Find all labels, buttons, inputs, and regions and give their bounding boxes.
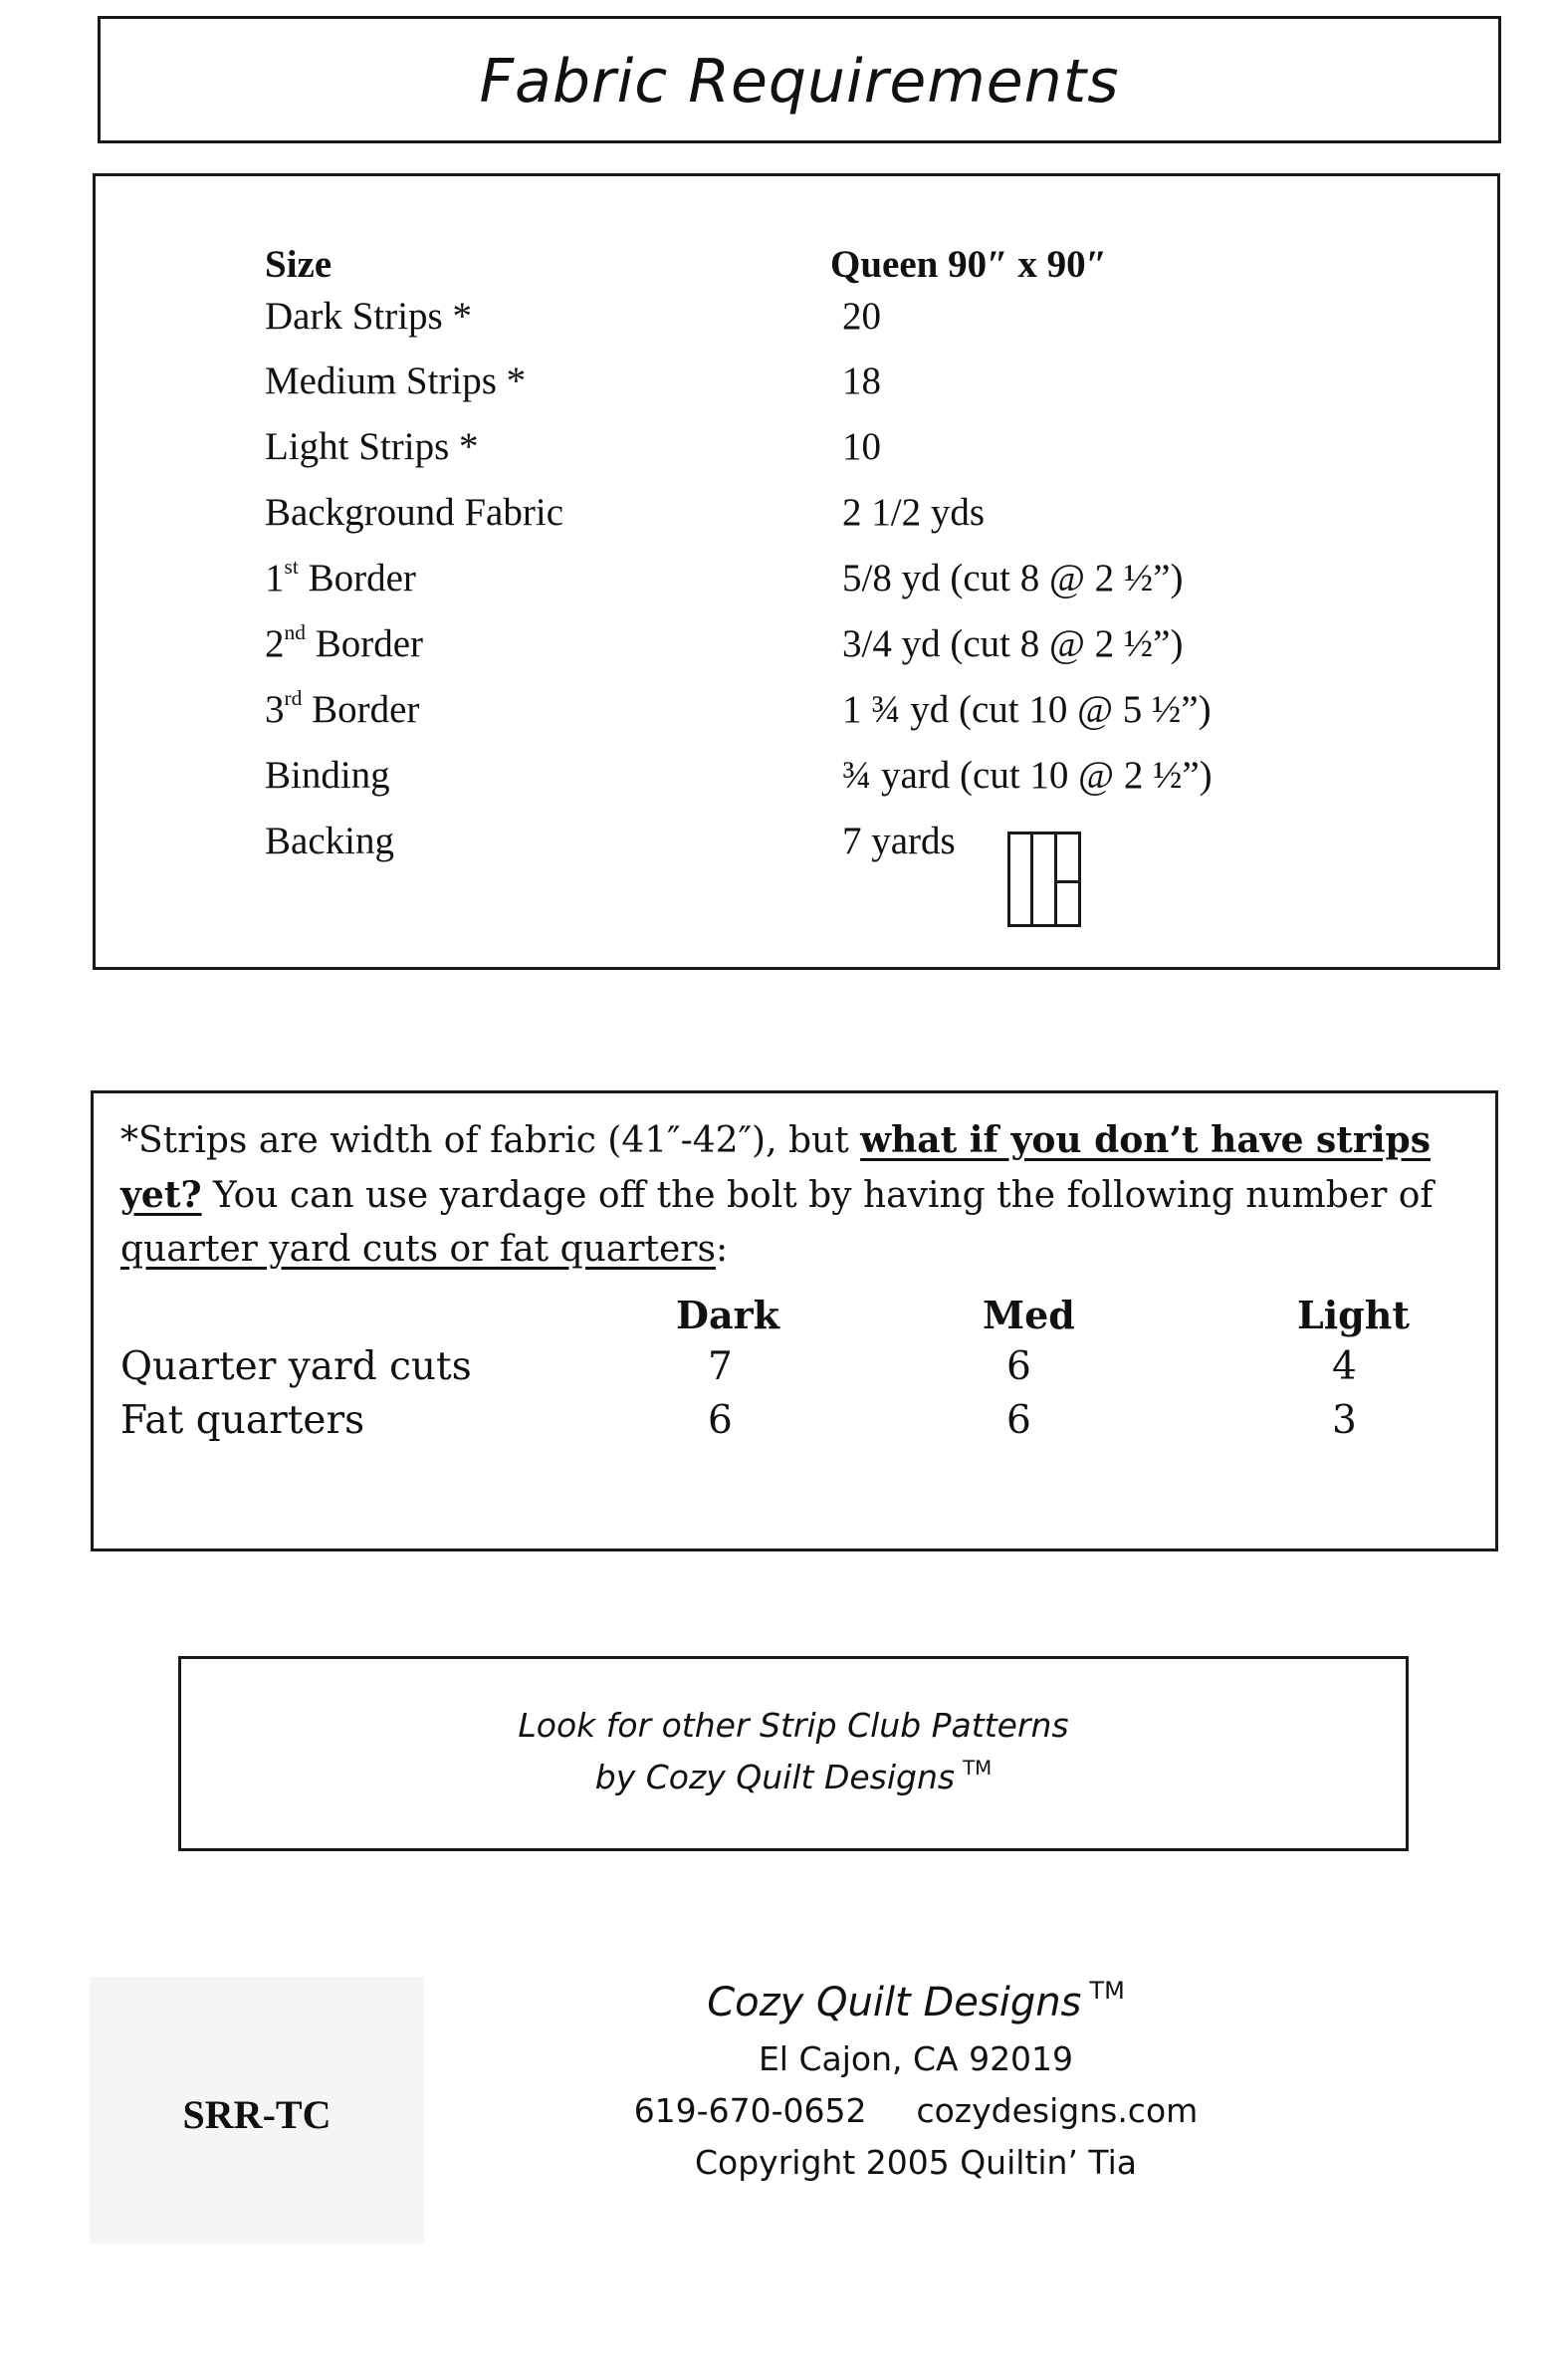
strip-note: *Strips are width of fabric (41″-42″), but what if you don’t have strips yet? You can use yardage off the bolt by having the following number of quarter yard cuts or fat quarters: xyxy=(120,1119,1434,1270)
promo-box xyxy=(178,1656,1409,1851)
promo-line-2: by Cozy Quilt Designs ™ xyxy=(594,1756,993,1796)
column-header-med: Med xyxy=(983,1293,1075,1337)
brand-name: Cozy Quilt Designs ™ xyxy=(707,1977,1125,2025)
table-cell: 4 xyxy=(1332,1344,1357,1389)
requirement-row xyxy=(265,490,1360,550)
requirement-label: 2nd Border xyxy=(265,619,423,665)
requirement-label: Light Strips * xyxy=(265,425,479,468)
table-cell: 3 xyxy=(1332,1398,1357,1443)
requirement-row xyxy=(265,753,1360,813)
sku-code: SRR-TC xyxy=(182,2091,332,2137)
phone-web-line xyxy=(597,2085,1234,2137)
title-box xyxy=(98,16,1501,143)
requirement-label: Binding xyxy=(265,754,390,797)
strip-note-cuts: quarter yard cuts or fat quarters xyxy=(120,1229,716,1270)
requirement-row xyxy=(265,556,1360,615)
table-cell: 6 xyxy=(708,1398,733,1443)
website-link[interactable]: cozydesigns.com xyxy=(916,2091,1199,2130)
requirements-box xyxy=(93,173,1500,970)
strip-note-question: what if you don’t have strips yet? xyxy=(120,1119,1431,1216)
column-header-dark: Dark xyxy=(676,1293,779,1337)
requirement-label: 1st Border xyxy=(265,554,416,599)
row-label: Quarter yard cuts xyxy=(120,1344,472,1389)
table-cell: 6 xyxy=(1006,1398,1031,1443)
requirement-label: Backing xyxy=(265,820,394,862)
table-cell: 7 xyxy=(708,1344,733,1389)
requirement-value: 1 ¾ yd (cut 10 @ 5 ½”) xyxy=(842,688,1212,731)
promo-line-1: Look for other Strip Club Patterns xyxy=(518,1705,1069,1745)
requirement-value: 18 xyxy=(842,359,881,402)
requirement-row xyxy=(265,294,1360,354)
requirement-value: 20 xyxy=(842,295,881,338)
copyright: Copyright 2005 Quiltin’ Tia xyxy=(695,2143,1137,2182)
size-value-header: Queen 90″ x 90″ xyxy=(830,243,1108,286)
sku-panel xyxy=(90,1977,424,2244)
phone-number: 619-670-0652 xyxy=(633,2091,867,2130)
requirement-label: 3rd Border xyxy=(265,685,420,731)
requirement-row xyxy=(265,621,1360,681)
contact-block xyxy=(597,1977,1234,2189)
requirements-header xyxy=(265,242,1360,302)
requirement-row xyxy=(265,358,1360,418)
size-header: Size xyxy=(265,243,332,286)
trademark-mark: TM xyxy=(963,1756,993,1780)
page-title: Fabric Requirements xyxy=(479,47,1120,117)
requirement-row xyxy=(265,687,1360,747)
requirement-value: 3/4 yd (cut 8 @ 2 ½”) xyxy=(842,622,1184,665)
requirement-row xyxy=(265,819,1360,878)
requirement-label: Dark Strips * xyxy=(265,295,472,338)
address: El Cajon, CA 92019 xyxy=(758,2039,1074,2078)
trademark-mark: TM xyxy=(1089,1977,1125,2006)
requirement-label: Medium Strips * xyxy=(265,359,527,402)
table-cell: 6 xyxy=(1006,1344,1031,1389)
requirement-value: 10 xyxy=(842,425,881,468)
requirement-value: 2 1/2 yds xyxy=(842,491,986,534)
requirement-row xyxy=(265,424,1360,484)
requirement-label: Background Fabric xyxy=(265,491,564,534)
requirement-value: 7 yards xyxy=(842,820,956,862)
row-label: Fat quarters xyxy=(120,1398,365,1443)
backing-layout-diagram xyxy=(1007,832,1081,927)
requirement-value: ¾ yard (cut 10 @ 2 ½”) xyxy=(842,754,1213,797)
requirement-value: 5/8 yd (cut 8 @ 2 ½”) xyxy=(842,557,1184,599)
strip-note-box xyxy=(91,1090,1498,1551)
column-header-light: Light xyxy=(1297,1293,1410,1337)
